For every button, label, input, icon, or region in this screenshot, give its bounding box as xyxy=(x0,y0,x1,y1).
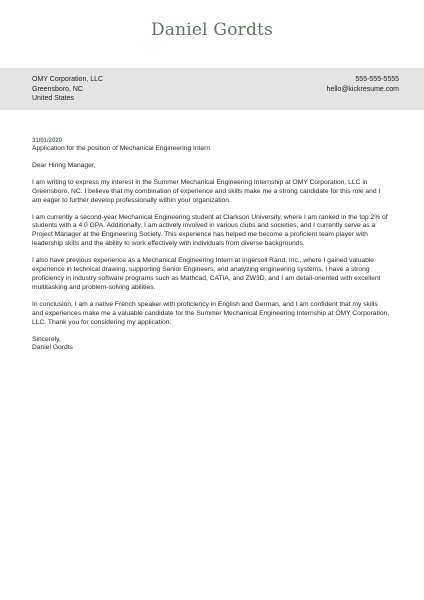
paragraph-experience xyxy=(32,257,402,293)
paragraph-line: I also have previous experience as a Mechanical Engineering Intern at Ingersoll Rand, Inc., where I gained valuable xyxy=(32,257,375,265)
paragraph-line: students with a 4.0 GPA. Additionally, I am actively involved in various clubs and societies, and I currently serve as a xyxy=(32,222,376,230)
letter-body xyxy=(32,137,402,353)
paragraph-line: In conclusion, I am a native French speaker with proficiency in English and German, and I am confident that my skills xyxy=(32,300,378,308)
paragraph-line: leadership skills and the ability to work effectively with individuals from diverse backgrounds. xyxy=(32,240,305,248)
paragraph-line: am eager to further develop professionally within your organization. xyxy=(32,196,231,204)
paragraph-education xyxy=(32,214,402,250)
sender-contact xyxy=(327,75,399,94)
letter-closing: Sincerely, xyxy=(32,335,61,343)
recipient-company: OMY Corporation, LLC xyxy=(32,76,104,83)
applicant-name-heading: Daniel Gordts xyxy=(150,20,274,40)
paragraph-introduction xyxy=(32,179,402,206)
sender-phone: 555-555-5555 xyxy=(355,76,399,83)
paragraph-line: and experiences make me a valuable candidate for the Summer Mechanical Engineering Internship at OMY Corporation, xyxy=(32,309,390,317)
letter-salutation: Dear Hiring Manager, xyxy=(32,161,96,169)
recipient-country: United States xyxy=(32,95,75,102)
paragraph-line: I am currently a second-year Mechanical Engineering student at Clarkson University, where I am ranked in the top 2% of xyxy=(32,213,388,221)
paragraph-conclusion xyxy=(32,301,402,328)
recipient-address xyxy=(32,75,103,104)
contact-band xyxy=(0,68,424,110)
paragraph-line: LLC. Thank you for considering my application. xyxy=(32,318,172,326)
paragraph-line: experience in technical drawing, supporting Senior Engineers, and analyzing engineering systems. I have a strong xyxy=(32,266,370,274)
paragraph-line: Project Manager at the Engineering Society. This experience has helped me become a proficient team player with xyxy=(32,231,368,239)
paragraph-line: I am writing to express my interest in the Summer Mechanical Engineering Internship at OMY Corporation, LLC in xyxy=(32,178,368,186)
sender-email: hello@kickresume.com xyxy=(326,85,399,93)
letter-date: 31/01/2020 xyxy=(32,138,63,144)
letter-signature: Daniel Gordts xyxy=(32,344,73,352)
recipient-city: Greensboro, NC xyxy=(32,85,83,93)
letter-subject: Application for the position of Mechanical Engineering Intern xyxy=(32,145,211,152)
paragraph-line: multitasking and problem-solving abilities. xyxy=(32,283,156,291)
paragraph-line: proficiency in industry software programs such as Mathcad, CATIA, and ZW3D, and I am detail-oriented with excellent xyxy=(32,274,381,282)
paragraph-line: Greensboro, NC. I believe that my combination of experience and skills make me a strong candidate for this role and I xyxy=(32,187,381,195)
